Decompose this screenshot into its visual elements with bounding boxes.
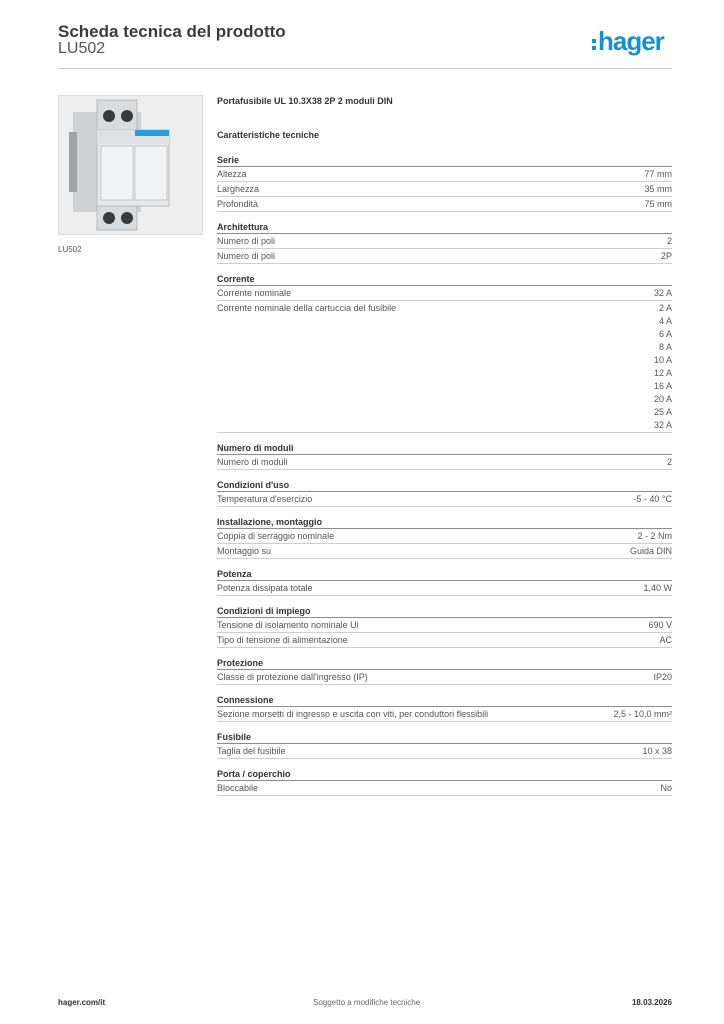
spec-label: Numero di moduli [217,457,288,467]
spec-label: Montaggio su [217,546,272,556]
section-title: Connessione [217,695,274,705]
spec-value: 4 A [658,316,672,326]
spec-row [217,197,672,212]
spec-label: Tensione di isolamento nominale Ui [217,620,359,630]
spec-label: Temperatura d'esercizio [217,494,313,504]
footer-website-link[interactable]: hager.com/it [58,998,106,1007]
logo-text: hager [598,26,664,56]
spec-value: 32 A [653,288,672,298]
spec-value: 2 [666,457,672,467]
spec-value: 8 A [658,342,672,352]
spec-row [217,455,672,470]
spec-label: Tipo di tensione di alimentazione [217,635,348,645]
spec-label: Classe di protezione dall'ingresso (IP) [217,672,368,682]
spec-value-list [654,302,672,432]
spec-section [217,479,672,507]
spec-row [217,581,672,596]
spec-row [217,544,672,559]
hager-logo [592,26,664,56]
section-title: Porta / coperchio [217,769,291,779]
spec-value: 6 A [658,329,672,339]
section-title: Serie [217,155,240,165]
section-title: Fusibile [217,732,252,742]
header-divider [58,68,672,69]
spec-value: Guida DIN [629,546,672,556]
spec-value: 2 [666,236,672,246]
footer-notice: Soggetto a modifiche tecniche [313,998,421,1007]
spec-value: 32 A [653,420,672,430]
spec-label: Taglia del fusibile [217,746,286,756]
spec-label: Larghezza [217,184,260,194]
spec-label: Profondità [217,199,259,209]
spec-value: 1,40 W [643,583,672,593]
spec-value: 2,5 - 10,0 mm² [613,709,672,719]
section-title: Architettura [217,222,269,232]
spec-section [217,694,672,722]
spec-value: -5 - 40 °C [633,494,672,504]
spec-value: 77 mm [644,169,672,179]
spec-section [217,442,672,470]
spec-value: No [660,783,672,793]
spec-row [217,286,672,301]
spec-row [217,182,672,197]
spec-value: 2P [660,251,672,261]
section-title: Corrente [217,274,255,284]
spec-section [217,657,672,685]
spec-value: 12 A [653,368,672,378]
section-title: Installazione, montaggio [217,517,323,527]
spec-label: Potenza dissipata totale [217,583,313,593]
spec-value: 2 A [658,303,672,313]
spec-label: Bloccabile [217,783,259,793]
section-title: Protezione [217,658,264,668]
spec-section [217,273,672,433]
spec-section [217,154,672,212]
section-title: Potenza [217,569,252,579]
product-image [58,95,203,235]
spec-section [217,516,672,559]
spec-row [217,707,672,722]
spec-row [217,167,672,182]
section-title: Condizioni d'uso [217,480,290,490]
spec-value: 75 mm [644,199,672,209]
spec-value: AC [659,635,672,645]
spec-row [217,249,672,264]
spec-value: 10 A [653,355,672,365]
spec-row [217,781,672,796]
fuse-holder-icon [59,96,202,234]
spec-label: Sezione morsetti di ingresso e uscita con viti, per conduttori flessibili [217,709,489,719]
section-title: Numero di moduli [217,443,294,453]
spec-section [217,605,672,648]
spec-value: 10 x 38 [642,746,672,756]
spec-value: 690 V [648,620,672,630]
spec-value: 2 - 2 Nm [637,531,672,541]
spec-row [217,301,672,433]
spec-row [217,529,672,544]
spec-label: Corrente nominale [217,288,292,298]
product-code: LU502 [58,40,106,57]
spec-value: 16 A [653,381,672,391]
spec-label: Coppia di serraggio nominale [217,531,335,541]
spec-row [217,234,672,249]
spec-value: IP20 [653,672,672,682]
spec-row [217,618,672,633]
spec-label: Corrente nominale della cartuccia del fusibile [217,303,397,313]
spec-label: Altezza [217,169,247,179]
spec-row [217,492,672,507]
spec-section [217,221,672,264]
spec-value: 25 A [653,407,672,417]
spec-label: Numero di poli [217,236,276,246]
spec-section [217,568,672,596]
spec-value: 20 A [653,394,672,404]
spec-value: 35 mm [644,184,672,194]
spec-section [217,768,672,796]
spec-row [217,633,672,648]
logo-dots-icon [592,39,596,50]
image-caption: LU502 [58,245,82,254]
spec-content [217,96,672,796]
spec-row [217,744,672,759]
spec-section [217,731,672,759]
section-title: Condizioni di impiego [217,606,311,616]
spec-label: Numero di poli [217,251,276,261]
product-title: Portafusibile UL 10.3X38 2P 2 moduli DIN [217,96,393,106]
spec-heading: Caratteristiche tecniche [217,130,320,140]
footer-date: 18.03.2026 [631,998,672,1007]
spec-row [217,670,672,685]
page-title: Scheda tecnica del prodotto [58,22,286,41]
